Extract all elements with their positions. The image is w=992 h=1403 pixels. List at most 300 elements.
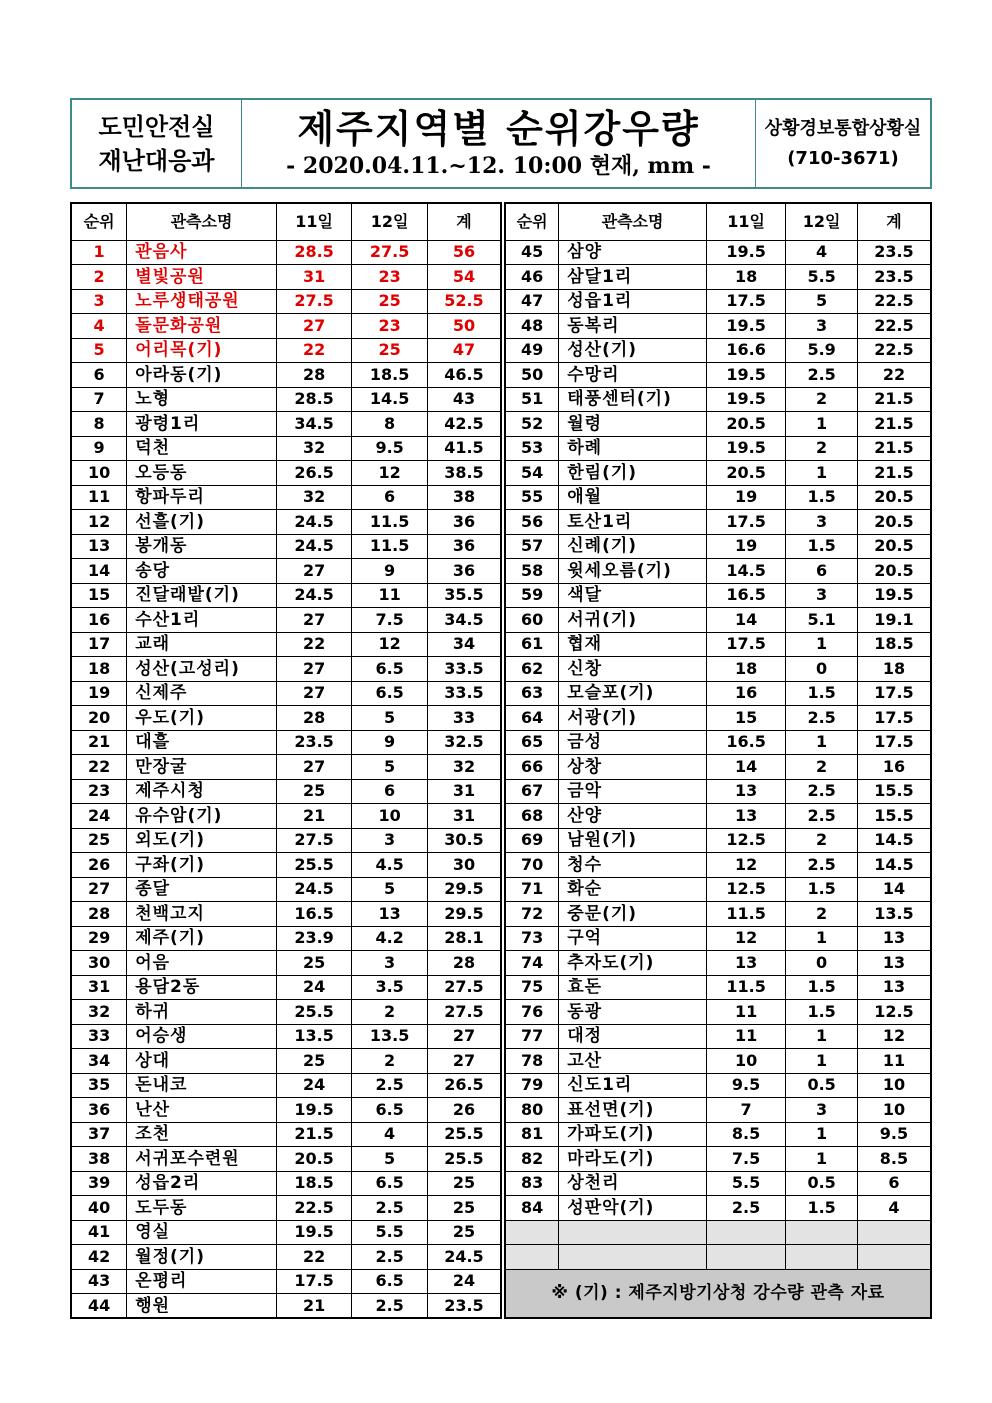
total-cell: 20.5 (857, 510, 931, 535)
day11-cell: 7.5 (706, 1147, 785, 1172)
rank-cell: 71 (505, 877, 559, 902)
dept-name: 상황경보통합상황실 (764, 117, 922, 139)
day11-cell: 12.5 (706, 877, 785, 902)
day12-cell: 6.5 (352, 681, 428, 706)
empty-cell (786, 1220, 858, 1245)
day12-cell: 1 (786, 632, 858, 657)
table-row (71, 608, 501, 633)
day11-cell: 26.5 (276, 461, 352, 486)
rank-cell: 55 (505, 485, 559, 510)
day11-cell: 17.5 (706, 510, 785, 535)
total-cell: 36 (427, 534, 501, 559)
station-cell: 신제주 (127, 681, 277, 706)
day11-cell: 23.5 (276, 730, 352, 755)
day12-cell: 9 (352, 559, 428, 584)
station-cell: 대흘 (127, 730, 277, 755)
day12-cell: 1.5 (786, 975, 858, 1000)
day11-cell: 34.5 (276, 412, 352, 437)
station-cell: 성읍1리 (559, 289, 707, 314)
day11-cell: 32 (276, 436, 352, 461)
day12-cell: 0.5 (786, 1171, 858, 1196)
table-row (505, 730, 931, 755)
day12-cell: 3 (786, 510, 858, 535)
table-row (505, 779, 931, 804)
station-cell: 서귀포수련원 (127, 1147, 277, 1172)
total-cell: 22 (857, 363, 931, 388)
total-cell: 10 (857, 1098, 931, 1123)
total-cell: 13 (857, 951, 931, 976)
day12-cell: 5.5 (786, 265, 858, 290)
day11-cell: 11 (706, 1000, 785, 1025)
table-row (505, 902, 931, 927)
station-cell: 어승생 (127, 1024, 277, 1049)
day12-cell: 1 (786, 1122, 858, 1147)
table-row (71, 583, 501, 608)
day11-cell: 22 (276, 338, 352, 363)
table-row (71, 1024, 501, 1049)
day12-cell: 13.5 (352, 1024, 428, 1049)
table-row (505, 657, 931, 682)
day12-cell: 2 (352, 1000, 428, 1025)
total-cell: 28.1 (427, 926, 501, 951)
day11-cell: 13 (706, 951, 785, 976)
day11-cell: 12 (706, 926, 785, 951)
station-cell: 행원 (127, 1294, 277, 1319)
day12-cell: 0 (786, 951, 858, 976)
rank-cell: 53 (505, 436, 559, 461)
day11-cell: 19.5 (706, 363, 785, 388)
day11-cell: 27.5 (276, 828, 352, 853)
table-row (71, 902, 501, 927)
table-row (505, 828, 931, 853)
total-cell: 24 (427, 1269, 501, 1294)
rank-cell: 8 (71, 412, 127, 437)
rank-cell: 10 (71, 461, 127, 486)
total-cell: 22.5 (857, 289, 931, 314)
day12-cell: 9.5 (352, 436, 428, 461)
table-row (71, 387, 501, 412)
col-station: 관측소명 (127, 203, 277, 240)
station-cell: 만장굴 (127, 755, 277, 780)
org-block (72, 100, 242, 187)
day12-cell: 11.5 (352, 510, 428, 535)
rank-cell: 61 (505, 632, 559, 657)
rank-cell: 54 (505, 461, 559, 486)
total-cell: 43 (427, 387, 501, 412)
day12-cell: 18.5 (352, 363, 428, 388)
table-row (71, 951, 501, 976)
org-line-1: 도민안전실 (98, 112, 215, 141)
rank-cell: 38 (71, 1147, 127, 1172)
rank-cell: 17 (71, 632, 127, 657)
table-header-row (71, 203, 501, 240)
rank-cell: 67 (505, 779, 559, 804)
station-cell: 서귀(기) (559, 608, 707, 633)
table-row (71, 926, 501, 951)
day12-cell: 13 (352, 902, 428, 927)
rank-cell: 36 (71, 1098, 127, 1123)
day11-cell: 2.5 (706, 1196, 785, 1221)
day11-cell: 19.5 (276, 1098, 352, 1123)
day11-cell: 21 (276, 804, 352, 829)
day11-cell: 22 (276, 1245, 352, 1270)
table-row (71, 461, 501, 486)
total-cell: 30.5 (427, 828, 501, 853)
rank-cell: 34 (71, 1049, 127, 1074)
col-total: 계 (427, 203, 501, 240)
rank-cell: 32 (71, 1000, 127, 1025)
table-row (71, 975, 501, 1000)
day12-cell: 2.5 (786, 363, 858, 388)
rank-cell: 6 (71, 363, 127, 388)
station-cell: 항파두리 (127, 485, 277, 510)
day12-cell: 1.5 (786, 1000, 858, 1025)
rank-cell: 7 (71, 387, 127, 412)
table-row (505, 510, 931, 535)
station-cell: 용담2동 (127, 975, 277, 1000)
station-cell: 유수암(기) (127, 804, 277, 829)
day11-cell: 17.5 (706, 289, 785, 314)
day11-cell: 22.5 (276, 1196, 352, 1221)
day11-cell: 28 (276, 363, 352, 388)
total-cell: 18.5 (857, 632, 931, 657)
rank-cell: 58 (505, 559, 559, 584)
day11-cell: 11.5 (706, 975, 785, 1000)
table-row (505, 240, 931, 265)
day12-cell: 2.5 (786, 853, 858, 878)
total-cell: 50 (427, 314, 501, 339)
day11-cell: 24.5 (276, 534, 352, 559)
table-row (71, 779, 501, 804)
table-row (71, 338, 501, 363)
day11-cell: 27 (276, 657, 352, 682)
table-row (71, 534, 501, 559)
table-row (505, 1196, 931, 1221)
rank-cell: 3 (71, 289, 127, 314)
station-cell: 중문(기) (559, 902, 707, 927)
day12-cell: 10 (352, 804, 428, 829)
station-cell: 오등동 (127, 461, 277, 486)
table-row (505, 534, 931, 559)
day12-cell: 14.5 (352, 387, 428, 412)
station-cell: 도두동 (127, 1196, 277, 1221)
total-cell: 52.5 (427, 289, 501, 314)
day12-cell: 3 (352, 951, 428, 976)
rank-cell: 84 (505, 1196, 559, 1221)
day11-cell: 24.5 (276, 583, 352, 608)
rank-cell: 33 (71, 1024, 127, 1049)
station-cell: 상창 (559, 755, 707, 780)
day11-cell: 17.5 (706, 632, 785, 657)
day11-cell: 14.5 (706, 559, 785, 584)
station-cell: 천백고지 (127, 902, 277, 927)
table-row (505, 951, 931, 976)
table-row (71, 804, 501, 829)
table-row (71, 412, 501, 437)
day12-cell: 1 (786, 412, 858, 437)
table-row (505, 559, 931, 584)
station-cell: 삼달1리 (559, 265, 707, 290)
rank-cell: 49 (505, 338, 559, 363)
station-cell: 노형 (127, 387, 277, 412)
rank-cell: 45 (505, 240, 559, 265)
station-cell: 태풍센터(기) (559, 387, 707, 412)
day12-cell: 2.5 (786, 706, 858, 731)
col-rank: 순위 (71, 203, 127, 240)
day12-cell: 1 (786, 1024, 858, 1049)
day12-cell: 1.5 (786, 877, 858, 902)
empty-cell (857, 1245, 931, 1270)
day12-cell: 1.5 (786, 485, 858, 510)
day11-cell: 19.5 (706, 387, 785, 412)
day11-cell: 19.5 (276, 1220, 352, 1245)
day12-cell: 4.2 (352, 926, 428, 951)
day12-cell: 25 (352, 289, 428, 314)
day12-cell: 1 (786, 730, 858, 755)
page-title: 제주지역별 순위강우량 (297, 106, 700, 151)
table-row (71, 1049, 501, 1074)
rank-cell: 80 (505, 1098, 559, 1123)
day12-cell: 6.5 (352, 1098, 428, 1123)
day11-cell: 25.5 (276, 853, 352, 878)
station-cell: 어음 (127, 951, 277, 976)
rank-cell: 1 (71, 240, 127, 265)
rank-cell: 37 (71, 1122, 127, 1147)
day11-cell: 16.5 (706, 583, 785, 608)
day11-cell: 7 (706, 1098, 785, 1123)
table-row (71, 853, 501, 878)
station-cell: 가파도(기) (559, 1122, 707, 1147)
station-cell: 광령1리 (127, 412, 277, 437)
table-row (505, 681, 931, 706)
day11-cell: 24.5 (276, 510, 352, 535)
station-cell: 선흘(기) (127, 510, 277, 535)
total-cell: 47 (427, 338, 501, 363)
table-row (71, 755, 501, 780)
total-cell: 10 (857, 1073, 931, 1098)
table-row (505, 632, 931, 657)
table-row (71, 730, 501, 755)
station-cell: 남원(기) (559, 828, 707, 853)
total-cell: 17.5 (857, 681, 931, 706)
table-row (505, 314, 931, 339)
day12-cell: 3 (786, 314, 858, 339)
rank-cell: 81 (505, 1122, 559, 1147)
station-cell: 윗세오름(기) (559, 559, 707, 584)
rank-cell: 72 (505, 902, 559, 927)
title-block (242, 100, 756, 187)
rank-cell: 56 (505, 510, 559, 535)
day12-cell: 5 (786, 289, 858, 314)
station-cell: 효돈 (559, 975, 707, 1000)
table-row (71, 828, 501, 853)
total-cell: 15.5 (857, 779, 931, 804)
day12-cell: 6 (352, 485, 428, 510)
table-row (71, 706, 501, 731)
total-cell: 25.5 (427, 1122, 501, 1147)
station-cell: 화순 (559, 877, 707, 902)
day12-cell: 2 (786, 902, 858, 927)
total-cell: 42.5 (427, 412, 501, 437)
table-row (505, 877, 931, 902)
station-cell: 조천 (127, 1122, 277, 1147)
day11-cell: 11 (706, 1024, 785, 1049)
table-row (505, 1000, 931, 1025)
table-row (505, 1098, 931, 1123)
rank-cell: 68 (505, 804, 559, 829)
rank-cell: 41 (71, 1220, 127, 1245)
col-day12: 12일 (786, 203, 858, 240)
table-row (71, 1122, 501, 1147)
day11-cell: 24 (276, 975, 352, 1000)
table-row (71, 289, 501, 314)
col-day11: 11일 (706, 203, 785, 240)
day11-cell: 16.6 (706, 338, 785, 363)
rank-cell: 12 (71, 510, 127, 535)
total-cell: 36 (427, 559, 501, 584)
table-row (71, 1000, 501, 1025)
table-row (505, 1171, 931, 1196)
table-row (505, 461, 931, 486)
day11-cell: 19 (706, 485, 785, 510)
rank-cell: 16 (71, 608, 127, 633)
rank-cell: 4 (71, 314, 127, 339)
day11-cell: 24 (276, 1073, 352, 1098)
day11-cell: 18 (706, 265, 785, 290)
empty-cell (559, 1220, 707, 1245)
total-cell: 26 (427, 1098, 501, 1123)
day11-cell: 28.5 (276, 240, 352, 265)
station-cell: 봉개동 (127, 534, 277, 559)
day12-cell: 7.5 (352, 608, 428, 633)
day12-cell: 6.5 (352, 1171, 428, 1196)
total-cell: 21.5 (857, 412, 931, 437)
day11-cell: 14 (706, 755, 785, 780)
day11-cell: 25 (276, 951, 352, 976)
day11-cell: 8.5 (706, 1122, 785, 1147)
rank-cell: 73 (505, 926, 559, 951)
table-row (505, 926, 931, 951)
rank-cell: 47 (505, 289, 559, 314)
total-cell: 20.5 (857, 534, 931, 559)
day12-cell: 1 (786, 461, 858, 486)
total-cell: 28 (427, 951, 501, 976)
table-row (71, 1269, 501, 1294)
day11-cell: 31 (276, 265, 352, 290)
rank-cell: 52 (505, 412, 559, 437)
table-row (71, 363, 501, 388)
total-cell: 21.5 (857, 436, 931, 461)
day11-cell: 24.5 (276, 877, 352, 902)
day12-cell: 2 (786, 755, 858, 780)
rank-cell: 30 (71, 951, 127, 976)
rainfall-table-left (70, 202, 502, 1319)
day11-cell: 19.5 (706, 240, 785, 265)
report-header (70, 98, 932, 189)
day11-cell: 21 (276, 1294, 352, 1319)
rank-cell: 65 (505, 730, 559, 755)
total-cell: 18 (857, 657, 931, 682)
rank-cell: 63 (505, 681, 559, 706)
day11-cell: 19.5 (706, 314, 785, 339)
station-cell: 제주시청 (127, 779, 277, 804)
total-cell: 29.5 (427, 877, 501, 902)
day11-cell: 13.5 (276, 1024, 352, 1049)
table-row (505, 583, 931, 608)
day11-cell: 16.5 (706, 730, 785, 755)
total-cell: 19.1 (857, 608, 931, 633)
day11-cell: 13 (706, 804, 785, 829)
empty-cell (786, 1245, 858, 1270)
table-row (71, 681, 501, 706)
day12-cell: 6.5 (352, 1269, 428, 1294)
day12-cell: 5.1 (786, 608, 858, 633)
table-row (505, 412, 931, 437)
table-row (71, 1196, 501, 1221)
day12-cell: 3 (352, 828, 428, 853)
total-cell: 11 (857, 1049, 931, 1074)
table-row (71, 657, 501, 682)
day12-cell: 1.5 (786, 1196, 858, 1221)
station-cell: 동복리 (559, 314, 707, 339)
rank-cell: 27 (71, 877, 127, 902)
rank-cell: 60 (505, 608, 559, 633)
day11-cell: 32 (276, 485, 352, 510)
table-row (505, 975, 931, 1000)
day11-cell: 23.9 (276, 926, 352, 951)
table-row (71, 1294, 501, 1319)
day12-cell: 23 (352, 314, 428, 339)
day12-cell: 3 (786, 583, 858, 608)
day12-cell: 3.5 (352, 975, 428, 1000)
day11-cell: 20.5 (276, 1147, 352, 1172)
total-cell: 12 (857, 1024, 931, 1049)
total-cell: 32 (427, 755, 501, 780)
total-cell: 26.5 (427, 1073, 501, 1098)
table-row (505, 265, 931, 290)
total-cell: 38.5 (427, 461, 501, 486)
table-row (71, 559, 501, 584)
total-cell: 30 (427, 853, 501, 878)
total-cell: 38 (427, 485, 501, 510)
day11-cell: 10 (706, 1049, 785, 1074)
station-cell: 송당 (127, 559, 277, 584)
station-cell: 구좌(기) (127, 853, 277, 878)
day11-cell: 18.5 (276, 1171, 352, 1196)
rank-cell: 51 (505, 387, 559, 412)
rank-cell: 18 (71, 657, 127, 682)
station-cell: 색달 (559, 583, 707, 608)
total-cell: 15.5 (857, 804, 931, 829)
station-cell: 구억 (559, 926, 707, 951)
day11-cell: 28 (276, 706, 352, 731)
day12-cell: 2.5 (352, 1245, 428, 1270)
station-cell: 상대 (127, 1049, 277, 1074)
day12-cell: 2.5 (352, 1294, 428, 1319)
day12-cell: 9 (352, 730, 428, 755)
empty-cell (857, 1220, 931, 1245)
rank-cell: 14 (71, 559, 127, 584)
day11-cell: 25 (276, 1049, 352, 1074)
total-cell: 20.5 (857, 485, 931, 510)
col-day11: 11일 (276, 203, 352, 240)
day12-cell: 5 (352, 706, 428, 731)
rank-cell: 20 (71, 706, 127, 731)
day12-cell: 1.5 (786, 681, 858, 706)
day11-cell: 27 (276, 755, 352, 780)
day12-cell: 11.5 (352, 534, 428, 559)
station-cell: 마라도(기) (559, 1147, 707, 1172)
